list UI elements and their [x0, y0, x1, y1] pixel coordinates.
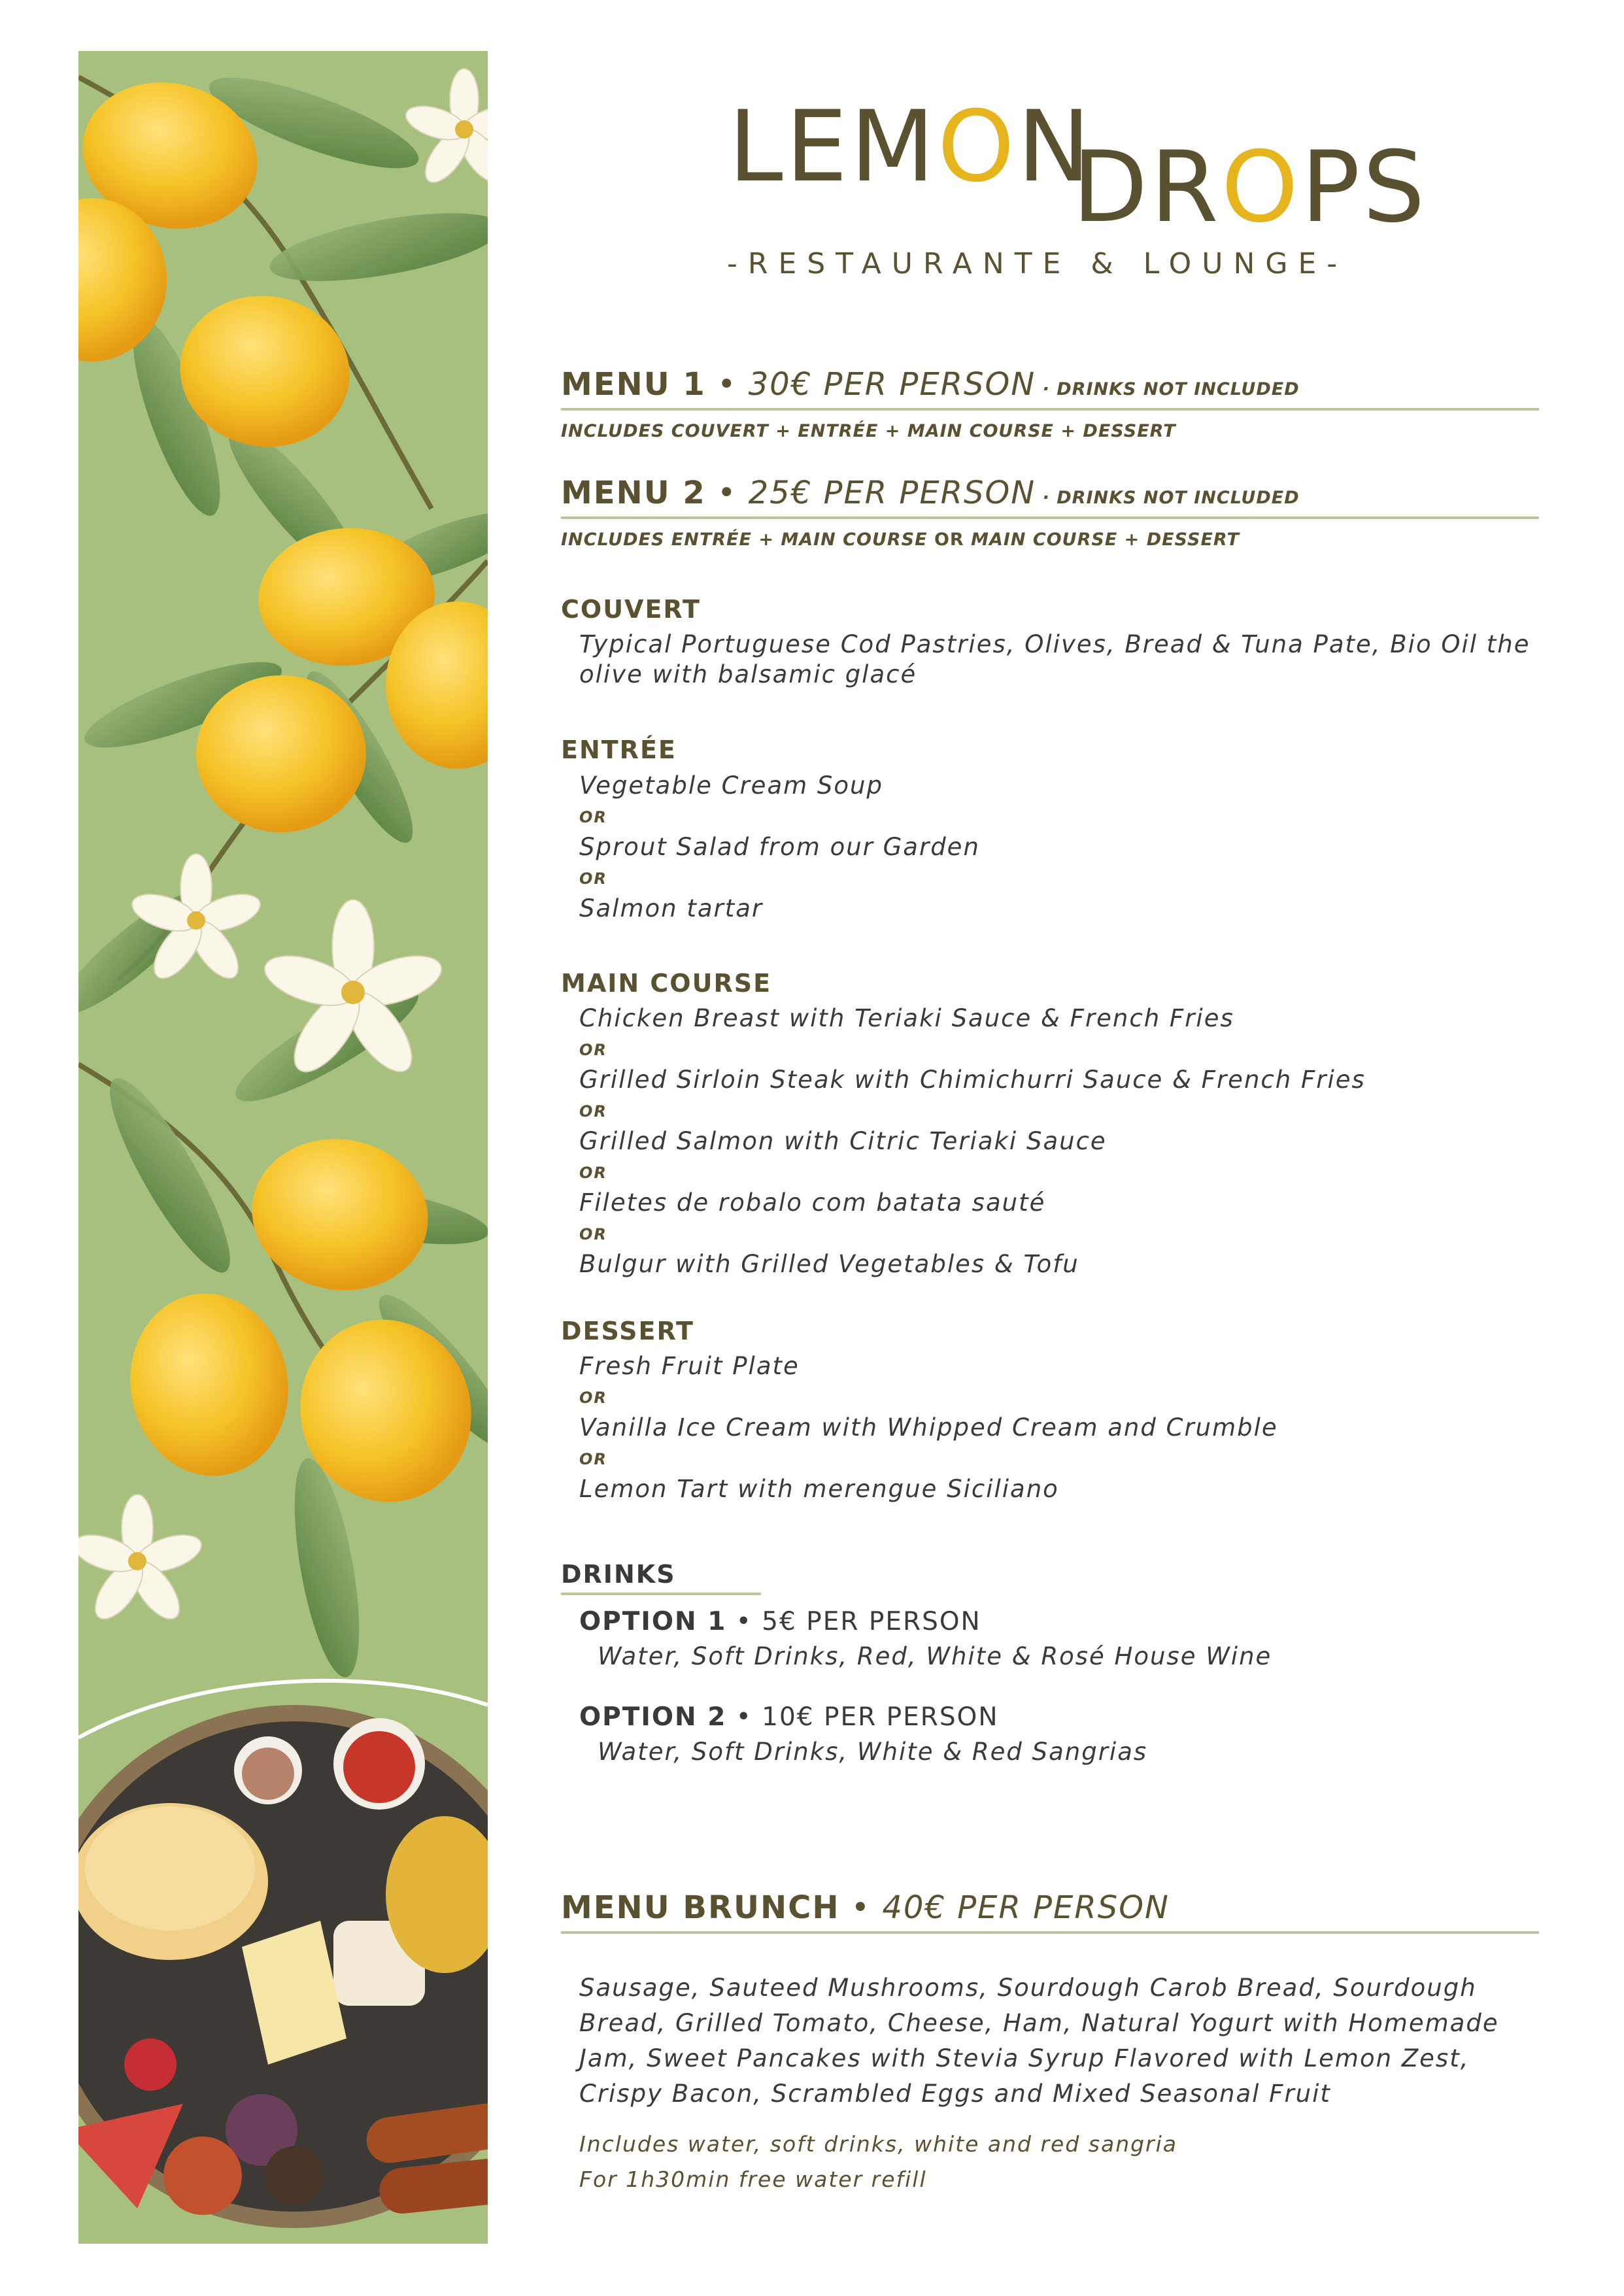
main-course-item: Bulgur with Grilled Vegetables & Tofu: [579, 1250, 1079, 1278]
or-separator: OR: [579, 1102, 607, 1121]
main-course-item: Chicken Breast with Teriaki Sauce & French Fries: [579, 1004, 1234, 1032]
couvert-line-1: Typical Portuguese Cod Pastries, Olives, Bread & Tuna Pate, Bio Oil the: [579, 630, 1531, 658]
main-course-item: Grilled Sirloin Steak with Chimichurri Sauce & French Fries: [579, 1066, 1366, 1094]
drink-option-2: OPTION 2 • 10€ PER PERSON: [579, 1702, 999, 1732]
menu-1-title: MENU 1: [561, 366, 706, 403]
main-course-item: Grilled Salmon with Citric Teriaki Sauce: [579, 1127, 1107, 1155]
dessert-item: Lemon Tart with merengue Siciliano: [579, 1475, 1059, 1503]
or-separator: OR: [579, 1041, 607, 1059]
or-separator: OR: [579, 808, 607, 826]
brunch-title: MENU BRUNCH: [561, 1889, 840, 1926]
or-separator: OR: [579, 869, 607, 888]
main-course-item: Filetes de robalo com batata sauté: [579, 1189, 1046, 1217]
lemon-o-icon: O: [1221, 131, 1301, 245]
entree-item: Sprout Salad from our Garden: [579, 833, 980, 861]
brand-name-bottom: DROPS: [1072, 131, 1428, 245]
dessert-item: Vanilla Ice Cream with Whipped Cream and Crumble: [579, 1413, 1278, 1442]
or-separator: OR: [579, 1450, 607, 1468]
drink-option-1: OPTION 1 • 5€ PER PERSON: [579, 1607, 981, 1636]
menu-1-includes: INCLUDES COUVERT + ENTRÉE + MAIN COURSE + DESSERT: [561, 421, 1176, 441]
brunch-note-1: Includes water, soft drinks, white and red sangria: [579, 2131, 1178, 2157]
section-title-couvert: COUVERT: [561, 595, 701, 624]
or-separator: OR: [579, 1164, 607, 1182]
menu-1-price: 30€ PER PERSON: [748, 366, 1036, 403]
drink-option-1-desc: Water, Soft Drinks, Red, White & Rosé House Wine: [598, 1642, 1272, 1670]
entree-item: Salmon tartar: [579, 894, 764, 922]
menu-1-note: DRINKS NOT INCLUDED: [1057, 379, 1300, 399]
entree-item: Vegetable Cream Soup: [579, 771, 883, 800]
brunch-plate-illustration: [78, 1705, 488, 2228]
menu-2-header: MENU 2 • 25€ PER PERSON · DRINKS NOT INCLUDED: [561, 475, 1539, 519]
brunch-note-2: For 1h30min free water refill: [579, 2167, 927, 2192]
menu-2-price: 25€ PER PERSON: [748, 475, 1036, 511]
menu-2-title: MENU 2: [561, 475, 706, 511]
brunch-description: Sausage, Sauteed Mushrooms, Sourdough Carob Bread, Sourdough Bread, Grilled Tomato, Cheese, Ham, Natural Yogurt with Homemade Jam, Sweet Pancakes with Stevia Syrup Flavored with Lemon Zest, Crispy Bacon, Scrambled Eggs and Mixed Seasonal Fruit: [579, 1974, 1499, 2108]
section-title-dessert: DESSERT: [561, 1317, 694, 1345]
or-separator: OR: [579, 1225, 607, 1243]
drink-option-2-desc: Water, Soft Drinks, White & Red Sangrias: [598, 1738, 1148, 1766]
menu-1-header: MENU 1 • 30€ PER PERSON · DRINKS NOT INCLUDED: [561, 366, 1539, 411]
section-title-main-course: MAIN COURSE: [561, 969, 772, 998]
brand-subtitle: -RESTAURANTE & LOUNGE-: [727, 247, 1348, 280]
brunch-header: MENU BRUNCH • 40€ PER PERSON: [561, 1889, 1539, 1934]
lemon-branch-illustration: [78, 51, 488, 2244]
menu-2-includes: INCLUDES ENTRÉE + MAIN COURSE OR MAIN COURSE + DESSERT: [561, 530, 1240, 550]
dessert-item: Fresh Fruit Plate: [579, 1352, 800, 1380]
section-title-entree: ENTRÉE: [561, 735, 677, 764]
or-separator: OR: [579, 1389, 607, 1407]
decorative-side-panel: [78, 51, 488, 2244]
brand-name-top: LEMON: [728, 90, 1094, 204]
section-title-drinks: DRINKS: [561, 1560, 761, 1595]
couvert-line-2: olive with balsamic glacé: [579, 660, 917, 688]
lemon-o-icon: O: [937, 90, 1017, 204]
brunch-price: 40€ PER PERSON: [882, 1889, 1170, 1926]
menu-2-note: DRINKS NOT INCLUDED: [1057, 488, 1300, 508]
